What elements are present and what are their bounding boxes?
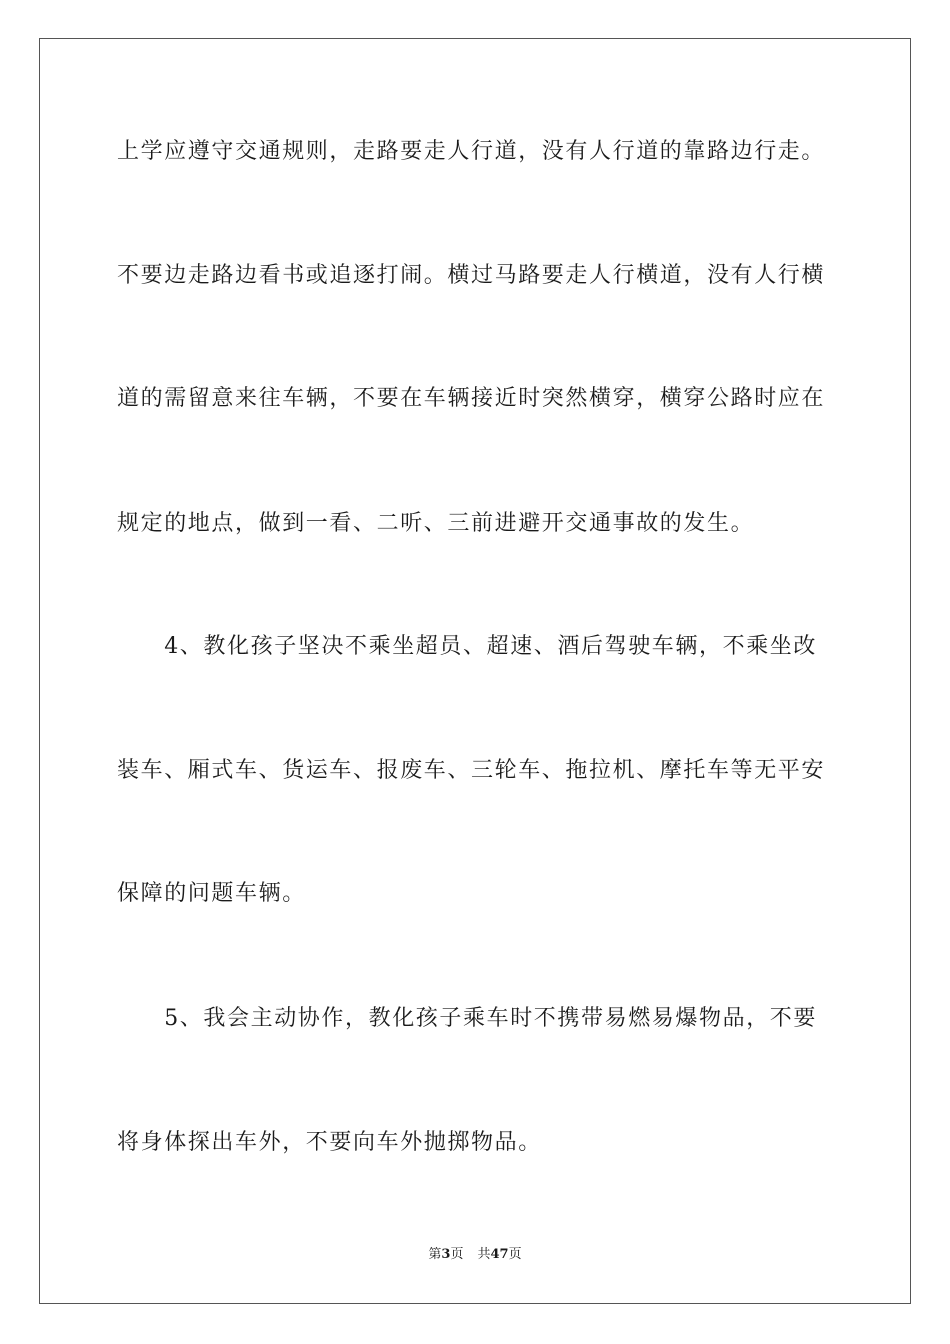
footer-total-prefix: 共	[477, 1247, 491, 1262]
footer-page-number: 3	[441, 1247, 451, 1262]
footer-page-prefix: 第	[428, 1247, 442, 1262]
footer-total-suffix: 页	[508, 1247, 522, 1262]
page-footer	[0, 1246, 950, 1264]
body-text-line-2: 不要边走路边看书或追逐打闹。横过马路要走人行横道，没有人行横	[117, 263, 826, 288]
body-text-line-6: 装车、厢式车、货运车、报废车、三轮车、拖拉机、摩托车等无平安	[117, 758, 826, 783]
footer-page-suffix: 页	[450, 1247, 464, 1262]
body-text-line-4: 规定的地点，做到一看、二听、三前进避开交通事故的发生。	[117, 511, 755, 536]
footer-total-pages: 47	[490, 1247, 509, 1262]
body-text-line-9: 将身体探出车外，不要向车外抛掷物品。	[117, 1130, 542, 1155]
body-text-line-8: 5、我会主动协作，教化孩子乘车时不携带易燃易爆物品，不要	[117, 1006, 817, 1031]
body-text-line-5: 4、教化孩子坚决不乘坐超员、超速、酒后驾驶车辆，不乘坐改	[117, 634, 817, 659]
page-border	[39, 38, 911, 1304]
body-text-line-3: 道的需留意来往车辆，不要在车辆接近时突然横穿，横穿公路时应在	[117, 386, 826, 411]
body-text-line-7: 保障的问题车辆。	[117, 881, 306, 906]
body-text-line-1: 上学应遵守交通规则，走路要走人行道，没有人行道的靠路边行走。	[117, 139, 826, 164]
